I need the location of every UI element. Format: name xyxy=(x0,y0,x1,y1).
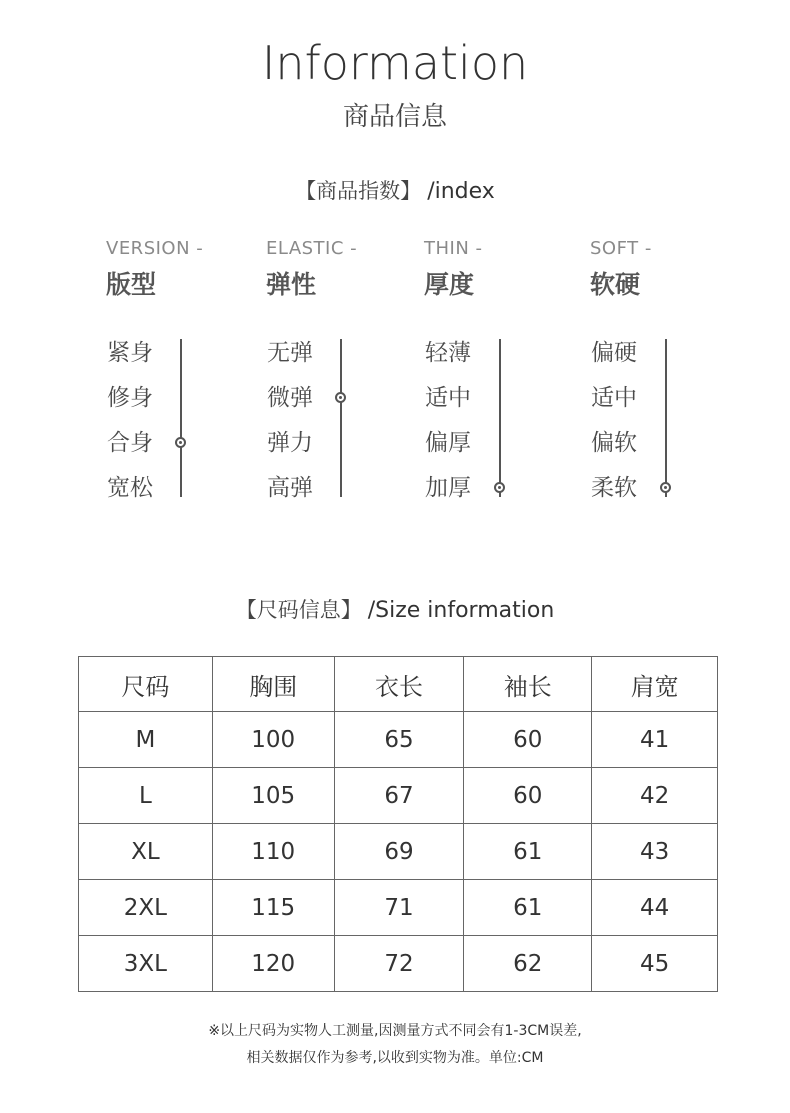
index-column-zh: 弹性 xyxy=(266,270,317,299)
table-cell: 115 xyxy=(212,880,334,936)
table-cell: 41 xyxy=(592,712,718,768)
table-cell: 44 xyxy=(592,880,718,936)
table-cell: 62 xyxy=(464,936,592,992)
index-column-en: SOFT - xyxy=(590,238,652,259)
table-cell: 2XL xyxy=(79,880,213,936)
table-cell: 71 xyxy=(334,880,464,936)
scale-option: 偏厚 xyxy=(425,430,471,456)
table-cell: 61 xyxy=(464,824,592,880)
table-row xyxy=(79,712,718,768)
scale-option: 偏硬 xyxy=(591,340,637,366)
table-cell: 43 xyxy=(592,824,718,880)
table-header-cell: 袖长 xyxy=(464,657,592,712)
table-cell: 69 xyxy=(334,824,464,880)
scale-option: 弹力 xyxy=(267,430,313,456)
scale-option: 微弹 xyxy=(267,385,313,411)
measurement-note: 相关数据仅作为参考,以收到实物为准。单位:CM xyxy=(246,1050,544,1066)
index-scale xyxy=(590,338,740,518)
table-cell: L xyxy=(79,768,213,824)
table-header-cell: 尺码 xyxy=(79,657,213,712)
table-cell: 72 xyxy=(334,936,464,992)
table-cell: 65 xyxy=(334,712,464,768)
size-table xyxy=(78,656,718,992)
scale-marker-icon xyxy=(660,482,671,493)
table-cell: 60 xyxy=(464,768,592,824)
scale-option: 紧身 xyxy=(107,340,153,366)
scale-marker-icon xyxy=(494,482,505,493)
table-row xyxy=(79,880,718,936)
table-cell: 120 xyxy=(212,936,334,992)
table-header-cell: 肩宽 xyxy=(592,657,718,712)
scale-option: 高弹 xyxy=(267,475,313,501)
table-header-row xyxy=(79,657,718,712)
index-section-label-en: /index xyxy=(427,179,495,204)
table-header-cell: 衣长 xyxy=(334,657,464,712)
table-cell: 67 xyxy=(334,768,464,824)
scale-option: 轻薄 xyxy=(425,340,471,366)
index-scale xyxy=(106,338,256,518)
scale-option: 加厚 xyxy=(425,475,471,501)
size-section-label-en: /Size information xyxy=(367,598,555,623)
measurement-note: ※以上尺码为实物人工测量,因测量方式不同会有1-3CM误差, xyxy=(208,1023,582,1039)
scale-option: 合身 xyxy=(107,430,153,456)
table-row xyxy=(79,936,718,992)
scale-option: 柔软 xyxy=(591,475,637,501)
scale-line xyxy=(340,339,342,497)
table-row xyxy=(79,824,718,880)
index-column-en: VERSION - xyxy=(106,238,204,259)
scale-option: 宽松 xyxy=(107,475,153,501)
index-column-zh: 版型 xyxy=(106,270,157,299)
table-cell: 100 xyxy=(212,712,334,768)
table-cell: 110 xyxy=(212,824,334,880)
scale-line xyxy=(180,339,182,497)
scale-option: 适中 xyxy=(591,385,637,411)
table-cell: 60 xyxy=(464,712,592,768)
index-column-en: THIN - xyxy=(424,238,483,259)
index-column-soft xyxy=(590,238,740,518)
index-column-thin xyxy=(424,238,574,518)
table-row xyxy=(79,768,718,824)
index-column-en: ELASTIC - xyxy=(266,238,358,259)
scale-line xyxy=(665,339,667,497)
scale-option: 修身 xyxy=(107,385,153,411)
index-scale xyxy=(424,338,574,518)
index-section-heading xyxy=(0,175,790,205)
scale-marker-icon xyxy=(175,437,186,448)
index-column-zh: 软硬 xyxy=(590,270,641,299)
size-section-heading xyxy=(0,594,790,624)
page-title: Information xyxy=(261,36,529,90)
index-column-zh: 厚度 xyxy=(424,270,475,299)
page-subtitle: 商品信息 xyxy=(342,102,447,132)
table-cell: M xyxy=(79,712,213,768)
index-section-label: 【商品指数】 xyxy=(295,179,422,203)
index-column-version xyxy=(106,238,256,518)
scale-option: 无弹 xyxy=(267,340,313,366)
scale-marker-icon xyxy=(335,392,346,403)
table-cell: 105 xyxy=(212,768,334,824)
index-scale xyxy=(266,338,416,518)
scale-option: 偏软 xyxy=(591,430,637,456)
scale-line xyxy=(499,339,501,497)
table-header-cell: 胸围 xyxy=(212,657,334,712)
table-cell: XL xyxy=(79,824,213,880)
table-cell: 61 xyxy=(464,880,592,936)
scale-option: 适中 xyxy=(425,385,471,411)
size-section-label: 【尺码信息】 xyxy=(235,598,362,622)
table-cell: 45 xyxy=(592,936,718,992)
table-cell: 42 xyxy=(592,768,718,824)
index-column-elastic xyxy=(266,238,416,518)
table-cell: 3XL xyxy=(79,936,213,992)
